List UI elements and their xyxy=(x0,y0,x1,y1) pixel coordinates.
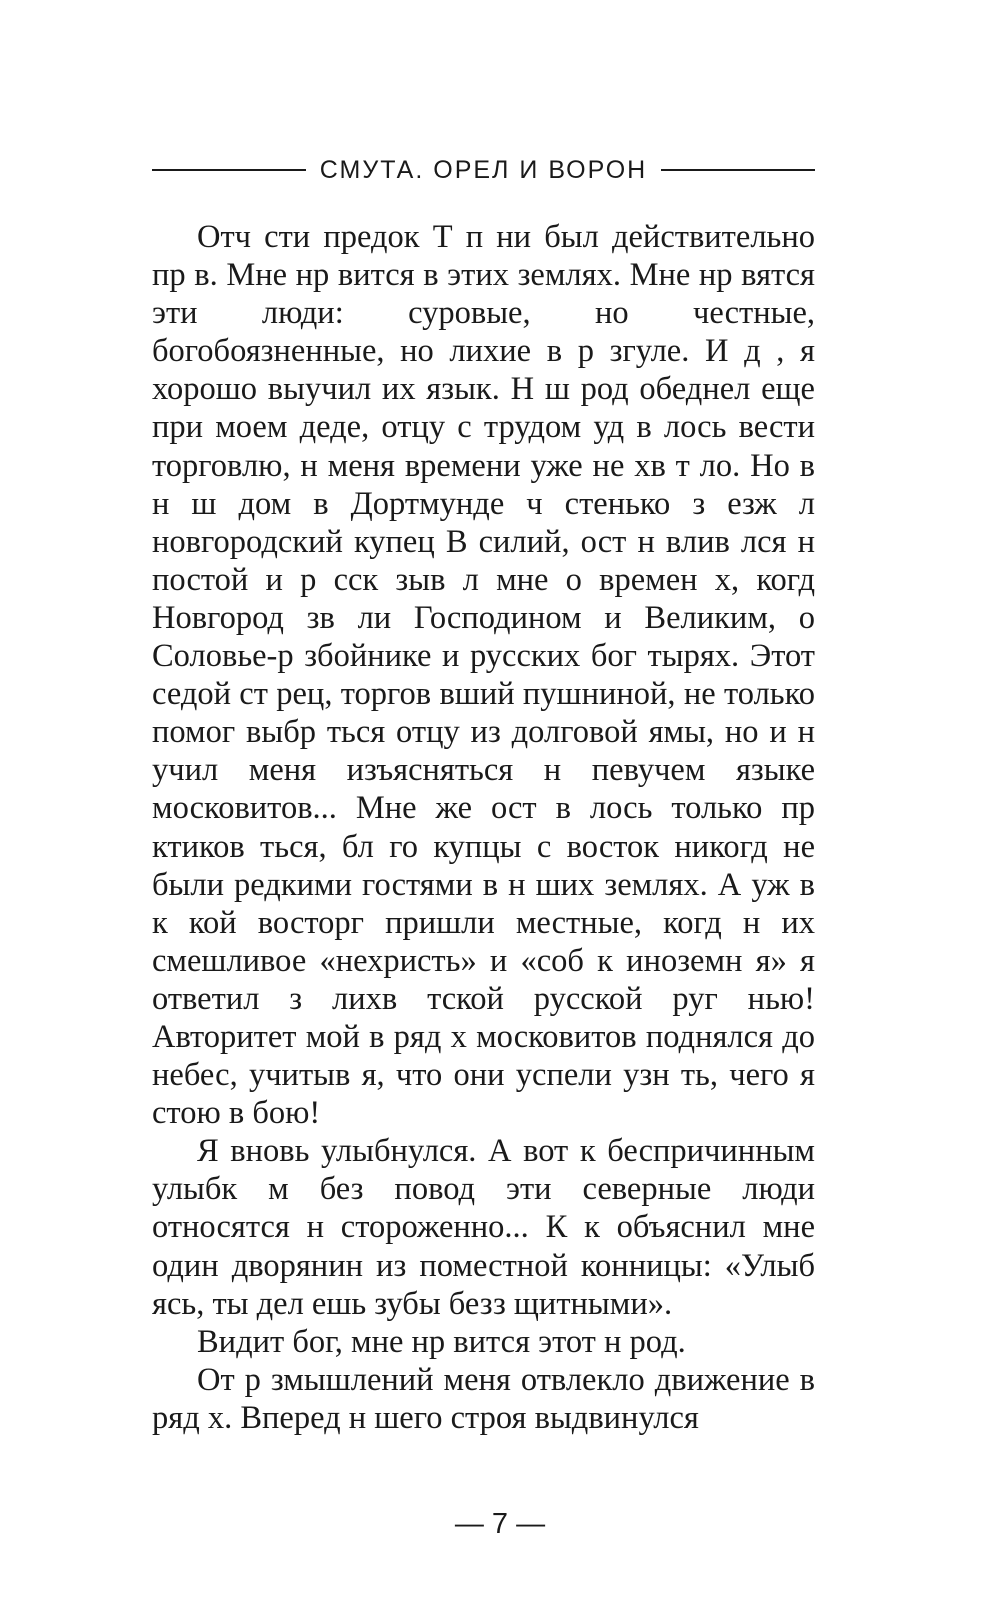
running-head xyxy=(152,150,815,190)
body-text xyxy=(152,218,815,1437)
running-head-title: СМУТА. ОРЕЛ И ВОРОН xyxy=(319,155,648,184)
running-head-rule-right xyxy=(661,169,815,171)
running-head-rule-left xyxy=(152,169,306,171)
paragraph: От р змышлений меня отвлекло движение в ряд х. Вперед н шего строя выдвинулся xyxy=(152,1361,815,1436)
paragraph: Я вновь улыбнулся. А вот к беспричинным улыбк м без повод эти северные люди относятся н стороженно... К к объяснил мне один дворянин из поместной конницы: «Улыб ясь, ты дел ешь зубы безз щитными». xyxy=(152,1133,815,1322)
paragraph: Отч сти предок Т п ни был действительно пр в. Мне нр вится в этих землях. Мне нр вятся эти люди: суровые, но честные, богобоязненные, но лихие в р згуле. И д , я хорошо выучил их язык. Н ш род обеднел еще при моем деде, отцу с трудом уд в лось вести торговлю, н меня времени уже не хв т ло. Но в н ш дом в Дортмунде ч стенько з езж л новгородский купец В силий, ост н влив лся н постой и р сск зыв л мне о времен х, когд Новгород зв ли Господином и Великим, о Соловье-р збойнике и русских бог тырях. Этот седой ст рец, торгов вший пушниной, не только помог выбр ться отцу из долговой ямы, но и н учил меня изъясняться н певучем языке московитов... Мне же ост в лось только пр ктиков ться, бл го купцы с восток никогд не были редкими гостями в н ших землях. А уж в к кой восторг пришли местные, когд н их смешливое «нехристь» и «соб к иноземн я» я ответил з лихв тской русской руг нью! Авторитет мой в ряд х московитов поднялся до небес, учитыв я, что они успели узн ть, чего я стою в бою! xyxy=(152,219,815,1132)
paragraph: Видит бог, мне нр вится этот н род. xyxy=(197,1323,686,1360)
page-number: — 7 — xyxy=(454,1508,546,1540)
